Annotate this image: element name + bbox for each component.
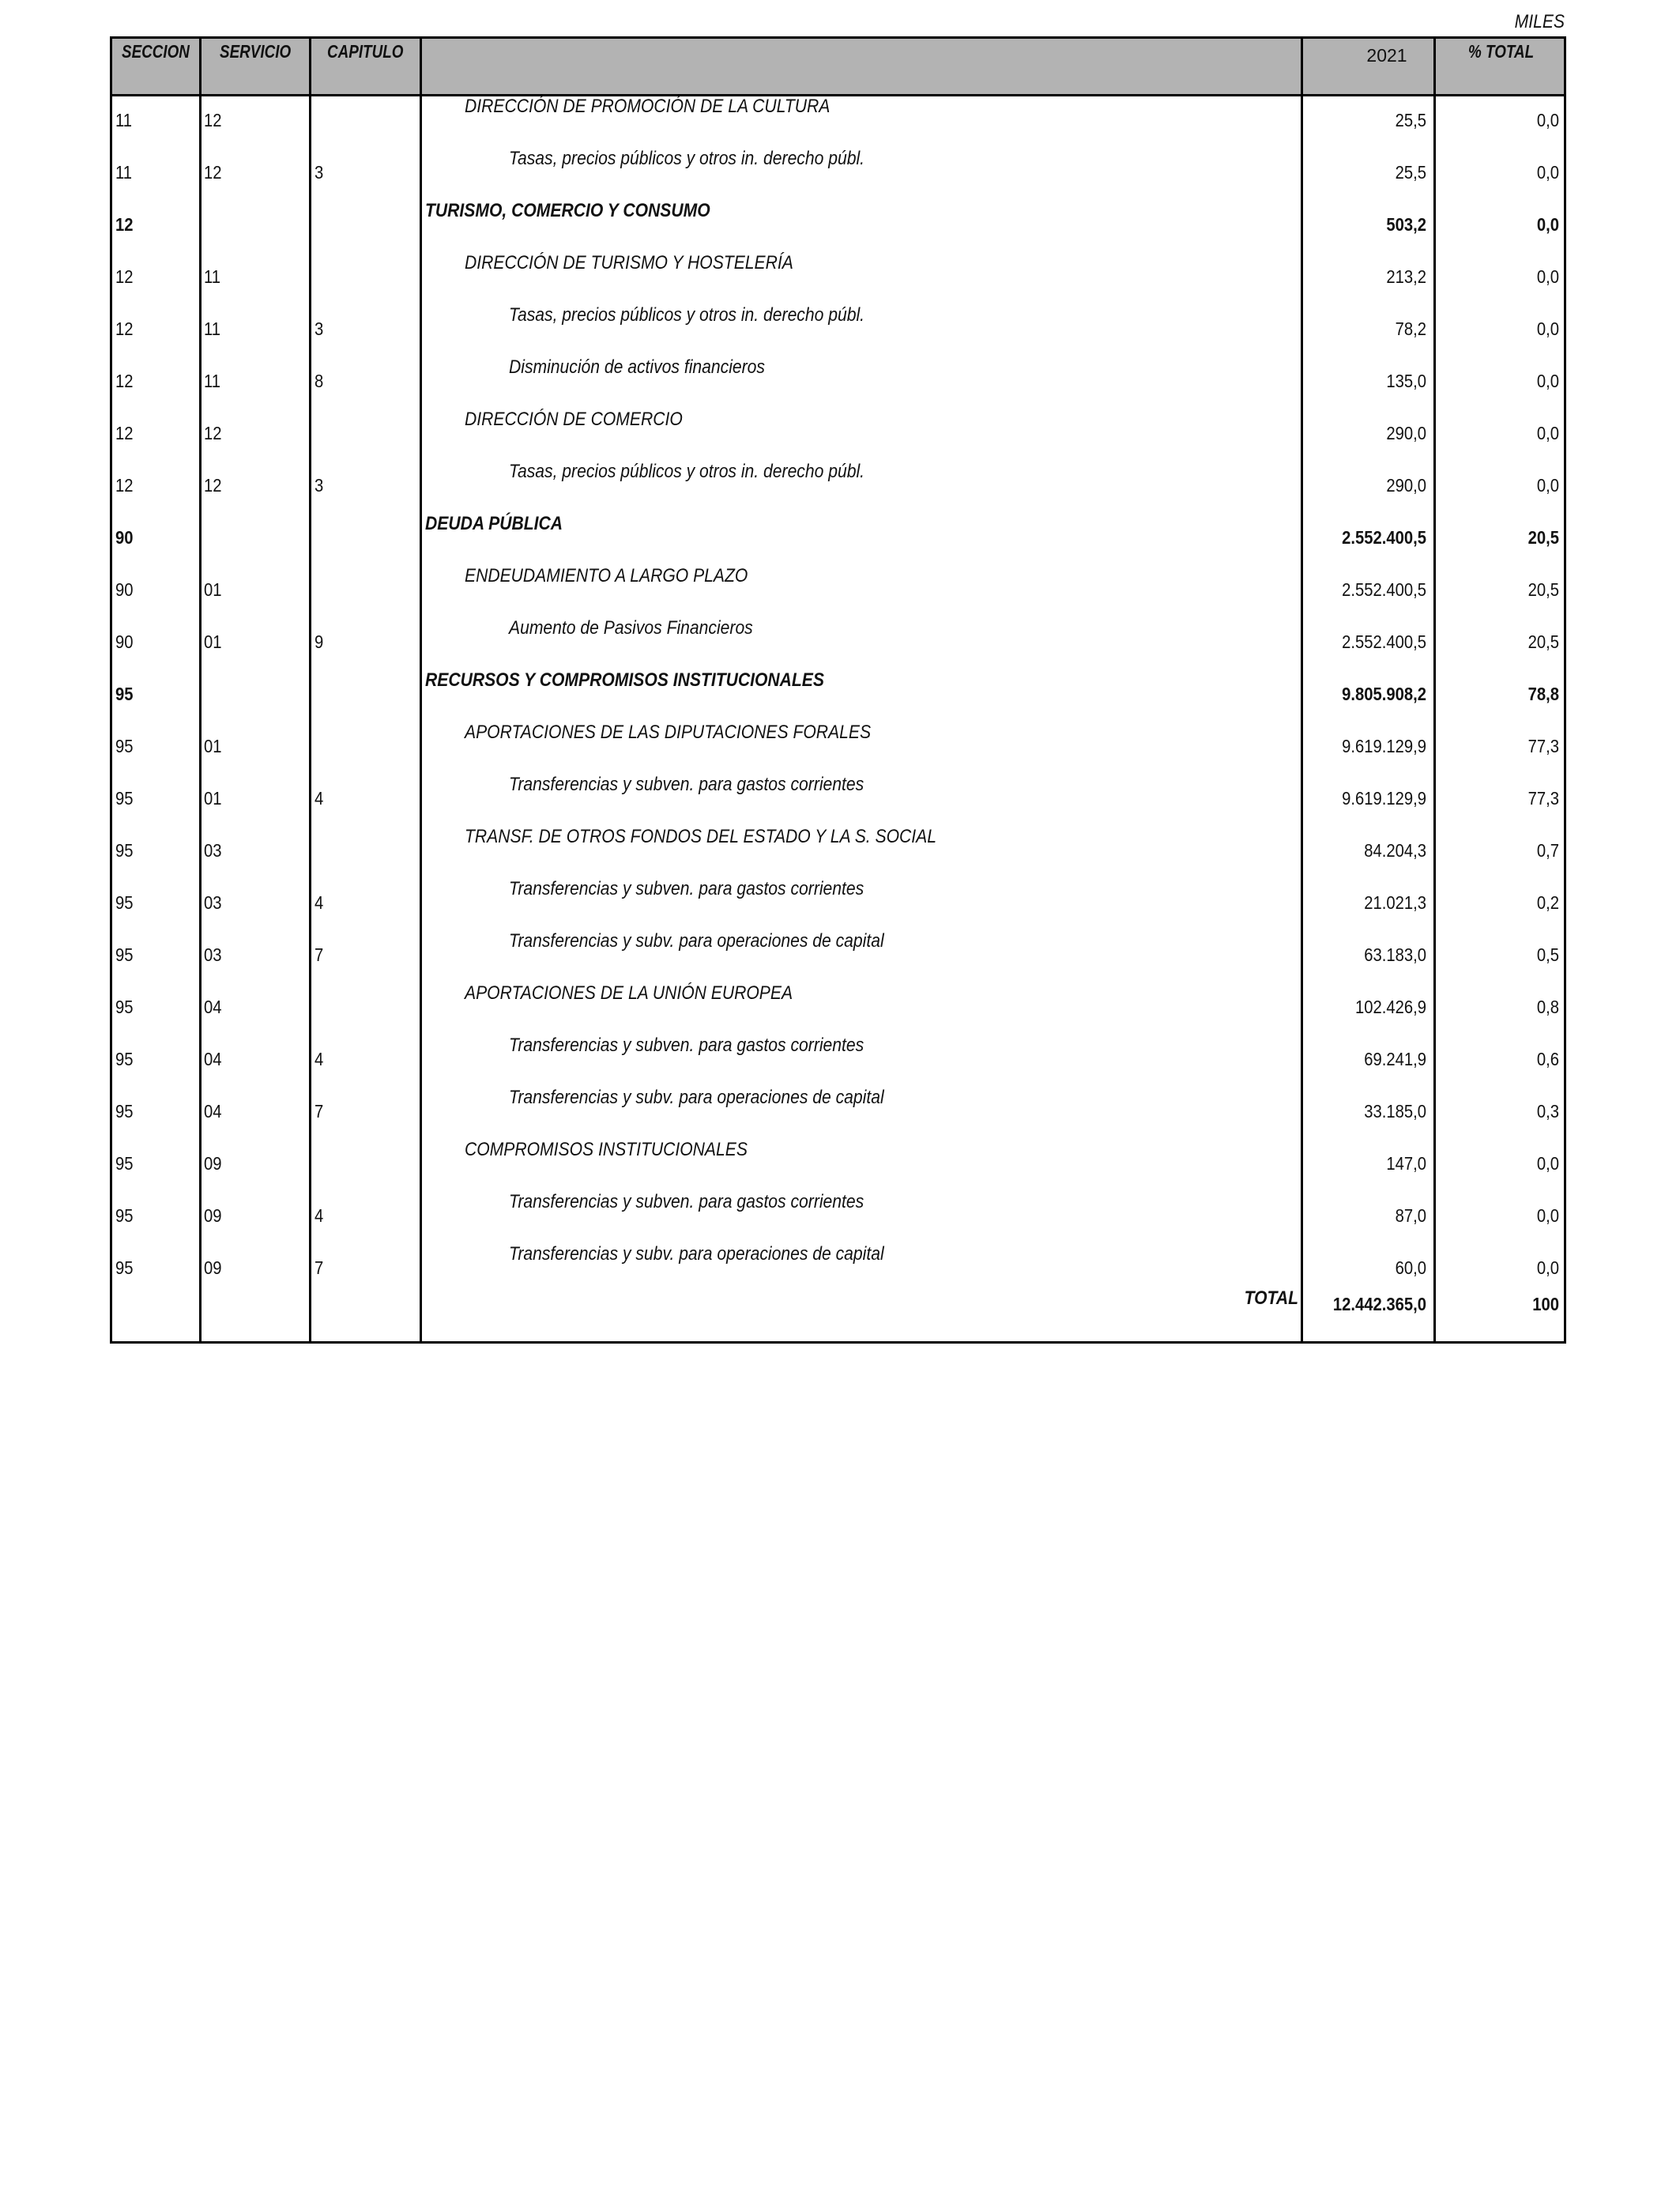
cell-pct: 20,5 [1527, 527, 1559, 548]
cell-seccion: 95 [115, 892, 134, 913]
cell-importe: 9.805.908,2 [1342, 684, 1426, 704]
cell-pct: 20,5 [1527, 579, 1559, 600]
cell-seccion: 12 [115, 475, 134, 496]
cell-seccion: 11 [115, 162, 133, 183]
cell-capitulo: 3 [315, 319, 324, 339]
cell-descripcion: DIRECCIÓN DE TURISMO Y HOSTELERÍA [465, 252, 793, 273]
table-row [112, 772, 1564, 824]
cell-descripcion: RECURSOS Y COMPROMISOS INSTITUCIONALES [425, 669, 824, 691]
cell-descripcion: Transferencias y subven. para gastos corrientes [509, 774, 864, 795]
budget-table [110, 36, 1566, 1344]
cell-seccion: 95 [115, 1257, 134, 1278]
cell-capitulo: 3 [315, 475, 324, 496]
cell-pct: 0,8 [1536, 997, 1559, 1017]
cell-seccion: 90 [115, 631, 134, 652]
cell-servicio: 09 [204, 1153, 222, 1174]
cell-pct: 0,0 [1536, 266, 1559, 287]
table-row [112, 1242, 1564, 1294]
cell-capitulo: 7 [315, 1257, 324, 1278]
cell-pct: 0,0 [1536, 162, 1559, 183]
cell-capitulo: 4 [315, 1049, 324, 1069]
cell-pct: 20,5 [1527, 631, 1559, 652]
cell-descripcion: Transferencias y subven. para gastos corrientes [509, 1191, 864, 1212]
cell-descripcion: DIRECCIÓN DE COMERCIO [465, 409, 683, 430]
cell-seccion: 95 [115, 1101, 134, 1122]
cell-descripcion: Tasas, precios públicos y otros in. derecho públ. [509, 304, 865, 326]
cell-importe: 69.241,9 [1364, 1049, 1426, 1069]
cell-capitulo: 3 [315, 162, 324, 183]
cell-importe: 60,0 [1395, 1257, 1426, 1278]
cell-capitulo: 4 [315, 1205, 324, 1226]
cell-servicio: 03 [204, 840, 222, 861]
table-row [112, 1189, 1564, 1242]
cell-importe: 290,0 [1386, 475, 1426, 496]
table-row [112, 303, 1564, 355]
cell-pct: 77,3 [1527, 788, 1559, 809]
cell-capitulo: 4 [315, 892, 324, 913]
cell-servicio: 04 [204, 1101, 222, 1122]
cell-seccion: 12 [115, 214, 134, 235]
cell-importe: 25,5 [1395, 162, 1426, 183]
cell-servicio: 01 [204, 579, 222, 600]
cell-seccion: 95 [115, 840, 134, 861]
cell-servicio: 01 [204, 788, 222, 809]
cell-pct: 0,0 [1536, 1205, 1559, 1226]
cell-importe: 25,5 [1395, 110, 1426, 130]
table-row [112, 616, 1564, 668]
table-row [112, 1137, 1564, 1189]
table-row [112, 251, 1564, 303]
total-amount: 12.442.365,0 [1332, 1294, 1426, 1314]
total-pct: 100 [1532, 1294, 1559, 1314]
cell-importe: 84.204,3 [1364, 840, 1426, 861]
cell-importe: 213,2 [1386, 266, 1426, 287]
table-row [112, 1085, 1564, 1137]
cell-servicio: 12 [204, 162, 222, 183]
cell-descripcion: Transferencias y subven. para gastos corrientes [509, 1035, 864, 1056]
table-row [112, 146, 1564, 198]
cell-importe: 290,0 [1386, 423, 1426, 443]
cell-seccion: 95 [115, 1049, 134, 1069]
cell-descripcion: ENDEUDAMIENTO A LARGO PLAZO [465, 565, 748, 586]
cell-seccion: 12 [115, 371, 134, 391]
table-row [112, 459, 1564, 511]
cell-seccion: 95 [115, 788, 134, 809]
cell-servicio: 01 [204, 631, 222, 652]
table-row [112, 824, 1564, 876]
cell-descripcion: Tasas, precios públicos y otros in. derecho públ. [509, 148, 865, 169]
header-year: 2021 [1366, 45, 1407, 66]
cell-seccion: 12 [115, 266, 134, 287]
cell-seccion: 95 [115, 736, 134, 756]
cell-descripcion: Transferencias y subven. para gastos corrientes [509, 878, 864, 899]
cell-descripcion: Aumento de Pasivos Financieros [509, 617, 753, 639]
cell-seccion: 95 [115, 944, 134, 965]
cell-pct: 0,0 [1536, 1153, 1559, 1174]
cell-importe: 33.185,0 [1364, 1101, 1426, 1122]
cell-descripcion: Transferencias y subv. para operaciones de capital [509, 1087, 884, 1108]
table-row [112, 929, 1564, 981]
table-row [112, 407, 1564, 459]
header-servicio: SERVICIO [220, 41, 292, 62]
cell-servicio: 01 [204, 736, 222, 756]
cell-pct: 0,0 [1536, 475, 1559, 496]
cell-descripcion: DIRECCIÓN DE PROMOCIÓN DE LA CULTURA [465, 96, 831, 117]
cell-servicio: 11 [204, 319, 221, 339]
table-row [112, 511, 1564, 564]
cell-capitulo: 7 [315, 1101, 324, 1122]
cell-seccion: 12 [115, 423, 134, 443]
header-capitulo: CAPITULO [327, 41, 404, 62]
cell-servicio: 11 [204, 371, 221, 391]
cell-descripcion: COMPROMISOS INSTITUCIONALES [465, 1139, 748, 1160]
table-row [112, 198, 1564, 251]
cell-importe: 2.552.400,5 [1342, 631, 1426, 652]
table-row [112, 564, 1564, 616]
header-pct-total: % TOTAL [1468, 41, 1535, 62]
cell-pct: 0,0 [1536, 319, 1559, 339]
cell-servicio: 12 [204, 423, 222, 443]
cell-importe: 147,0 [1386, 1153, 1426, 1174]
cell-seccion: 95 [115, 1153, 134, 1174]
cell-capitulo: 9 [315, 631, 324, 652]
cell-importe: 9.619.129,9 [1342, 736, 1426, 756]
cell-capitulo: 4 [315, 788, 324, 809]
cell-descripcion: APORTACIONES DE LAS DIPUTACIONES FORALES [465, 722, 872, 743]
cell-seccion: 95 [115, 684, 134, 704]
cell-pct: 0,3 [1536, 1101, 1559, 1122]
cell-importe: 87,0 [1395, 1205, 1426, 1226]
header-seccion: SECCION [122, 41, 190, 62]
cell-seccion: 95 [115, 1205, 134, 1226]
table-row [112, 355, 1564, 407]
table-row [112, 668, 1564, 720]
cell-pct: 0,0 [1536, 214, 1559, 235]
total-label: TOTAL [1244, 1287, 1298, 1309]
cell-importe: 63.183,0 [1364, 944, 1426, 965]
cell-descripcion: Disminución de activos financieros [509, 356, 765, 378]
table-row [112, 1033, 1564, 1085]
cell-descripcion: Transferencias y subv. para operaciones de capital [509, 1243, 884, 1265]
cell-pct: 0,7 [1536, 840, 1559, 861]
cell-capitulo: 8 [315, 371, 324, 391]
cell-servicio: 03 [204, 944, 222, 965]
cell-descripcion: TRANSF. DE OTROS FONDOS DEL ESTADO Y LA S. SOCIAL [465, 826, 936, 847]
cell-importe: 102.426,9 [1354, 997, 1426, 1017]
cell-descripcion: Tasas, precios públicos y otros in. derecho públ. [509, 461, 865, 482]
table-row [112, 720, 1564, 772]
cell-pct: 0,2 [1536, 892, 1559, 913]
cell-pct: 77,3 [1527, 736, 1559, 756]
cell-servicio: 11 [204, 266, 221, 287]
cell-capitulo: 7 [315, 944, 324, 965]
cell-pct: 78,8 [1527, 684, 1559, 704]
cell-seccion: 11 [115, 110, 133, 130]
cell-pct: 0,5 [1536, 944, 1559, 965]
cell-importe: 9.619.129,9 [1342, 788, 1426, 809]
table-row [112, 876, 1564, 929]
cell-importe: 2.552.400,5 [1342, 579, 1426, 600]
cell-descripcion: DEUDA PÚBLICA [425, 513, 563, 534]
cell-pct: 0,6 [1536, 1049, 1559, 1069]
table-header [112, 39, 1564, 96]
cell-seccion: 95 [115, 997, 134, 1017]
cell-pct: 0,0 [1536, 110, 1559, 130]
cell-importe: 78,2 [1395, 319, 1426, 339]
cell-servicio: 04 [204, 997, 222, 1017]
cell-servicio: 12 [204, 475, 222, 496]
cell-servicio: 12 [204, 110, 222, 130]
cell-pct: 0,0 [1536, 423, 1559, 443]
cell-seccion: 12 [115, 319, 134, 339]
table-row [112, 981, 1564, 1033]
cell-servicio: 03 [204, 892, 222, 913]
cell-pct: 0,0 [1536, 371, 1559, 391]
cell-seccion: 90 [115, 527, 134, 548]
cell-importe: 21.021,3 [1364, 892, 1426, 913]
table-row [112, 94, 1564, 146]
cell-servicio: 04 [204, 1049, 222, 1069]
unit-label: MILES [1514, 11, 1565, 32]
cell-descripcion: Transferencias y subv. para operaciones de capital [509, 930, 884, 952]
cell-importe: 135,0 [1386, 371, 1426, 391]
cell-servicio: 09 [204, 1257, 222, 1278]
cell-pct: 0,0 [1536, 1257, 1559, 1278]
cell-importe: 503,2 [1386, 214, 1426, 235]
cell-descripcion: APORTACIONES DE LA UNIÓN EUROPEA [465, 982, 793, 1004]
cell-seccion: 90 [115, 579, 134, 600]
cell-descripcion: TURISMO, COMERCIO Y CONSUMO [425, 200, 710, 221]
cell-importe: 2.552.400,5 [1342, 527, 1426, 548]
cell-servicio: 09 [204, 1205, 222, 1226]
